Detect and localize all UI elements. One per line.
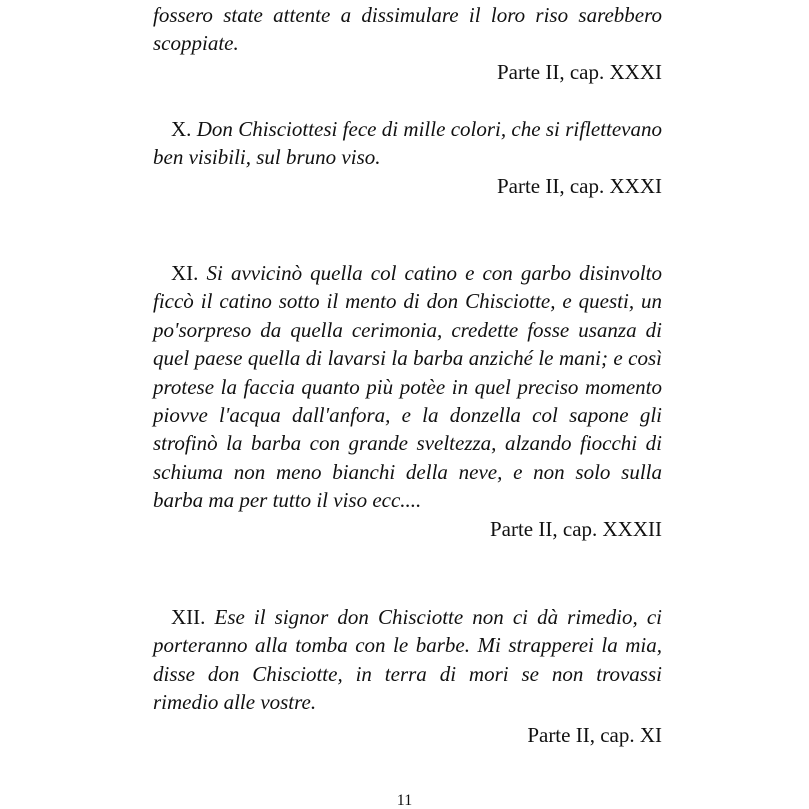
passage-x — [153, 115, 662, 200]
passage-number: XI. — [171, 261, 199, 285]
passage-text: fossero state attente a dissimulare il loro riso sarebbero scoppiate. — [153, 3, 662, 56]
passage-body — [153, 115, 662, 172]
passage-text: Si avvicinò quella col catino e con garbo disinvolto ficcò il catino sotto il mento di don Chisciotte, e questi, un po'sorpreso da quella cerimonia, credette fosse usanza di quel paese quella di lavarsi la barba anziché le mani; e così protese la faccia quanto più potèe in quel preciso momento piovve l'acqua dall'anfora, e la donzella col sapone gli strofinò la barba con grande sveltezza, alzando fiocchi di schiuma non meno bianchi della neve, e non solo sulla barba ma per tutto il viso ecc.... — [153, 261, 662, 513]
passage-reference: Parte II, cap. XXXI — [496, 173, 662, 198]
passage-reference: Parte II, cap. XXXI — [496, 59, 662, 84]
passage-body — [153, 603, 662, 717]
passage-text: Ese il signor don Chisciotte non ci dà rimedio, ci porteranno alla tomba con le barbe. Mi strapperei la mia, disse don Chisciotte, in terra di mori se non trovassi rimedio alle vostre. — [153, 605, 663, 715]
passage-body — [153, 259, 662, 515]
passage-continued — [153, 1, 662, 86]
passage-reference: Parte II, cap. XXXII — [489, 516, 662, 541]
passage-reference: Parte II, cap. XI — [527, 722, 662, 747]
passage-number: XII. — [171, 605, 206, 629]
passage-number: X. — [171, 117, 192, 141]
passage-xi — [153, 259, 662, 543]
passage-text: Don Chisciottesi fece di mille colori, che si riflettevano ben visibili, sul bruno viso. — [153, 117, 662, 170]
page-number: 11 — [396, 792, 413, 809]
passage-xii — [153, 603, 662, 749]
